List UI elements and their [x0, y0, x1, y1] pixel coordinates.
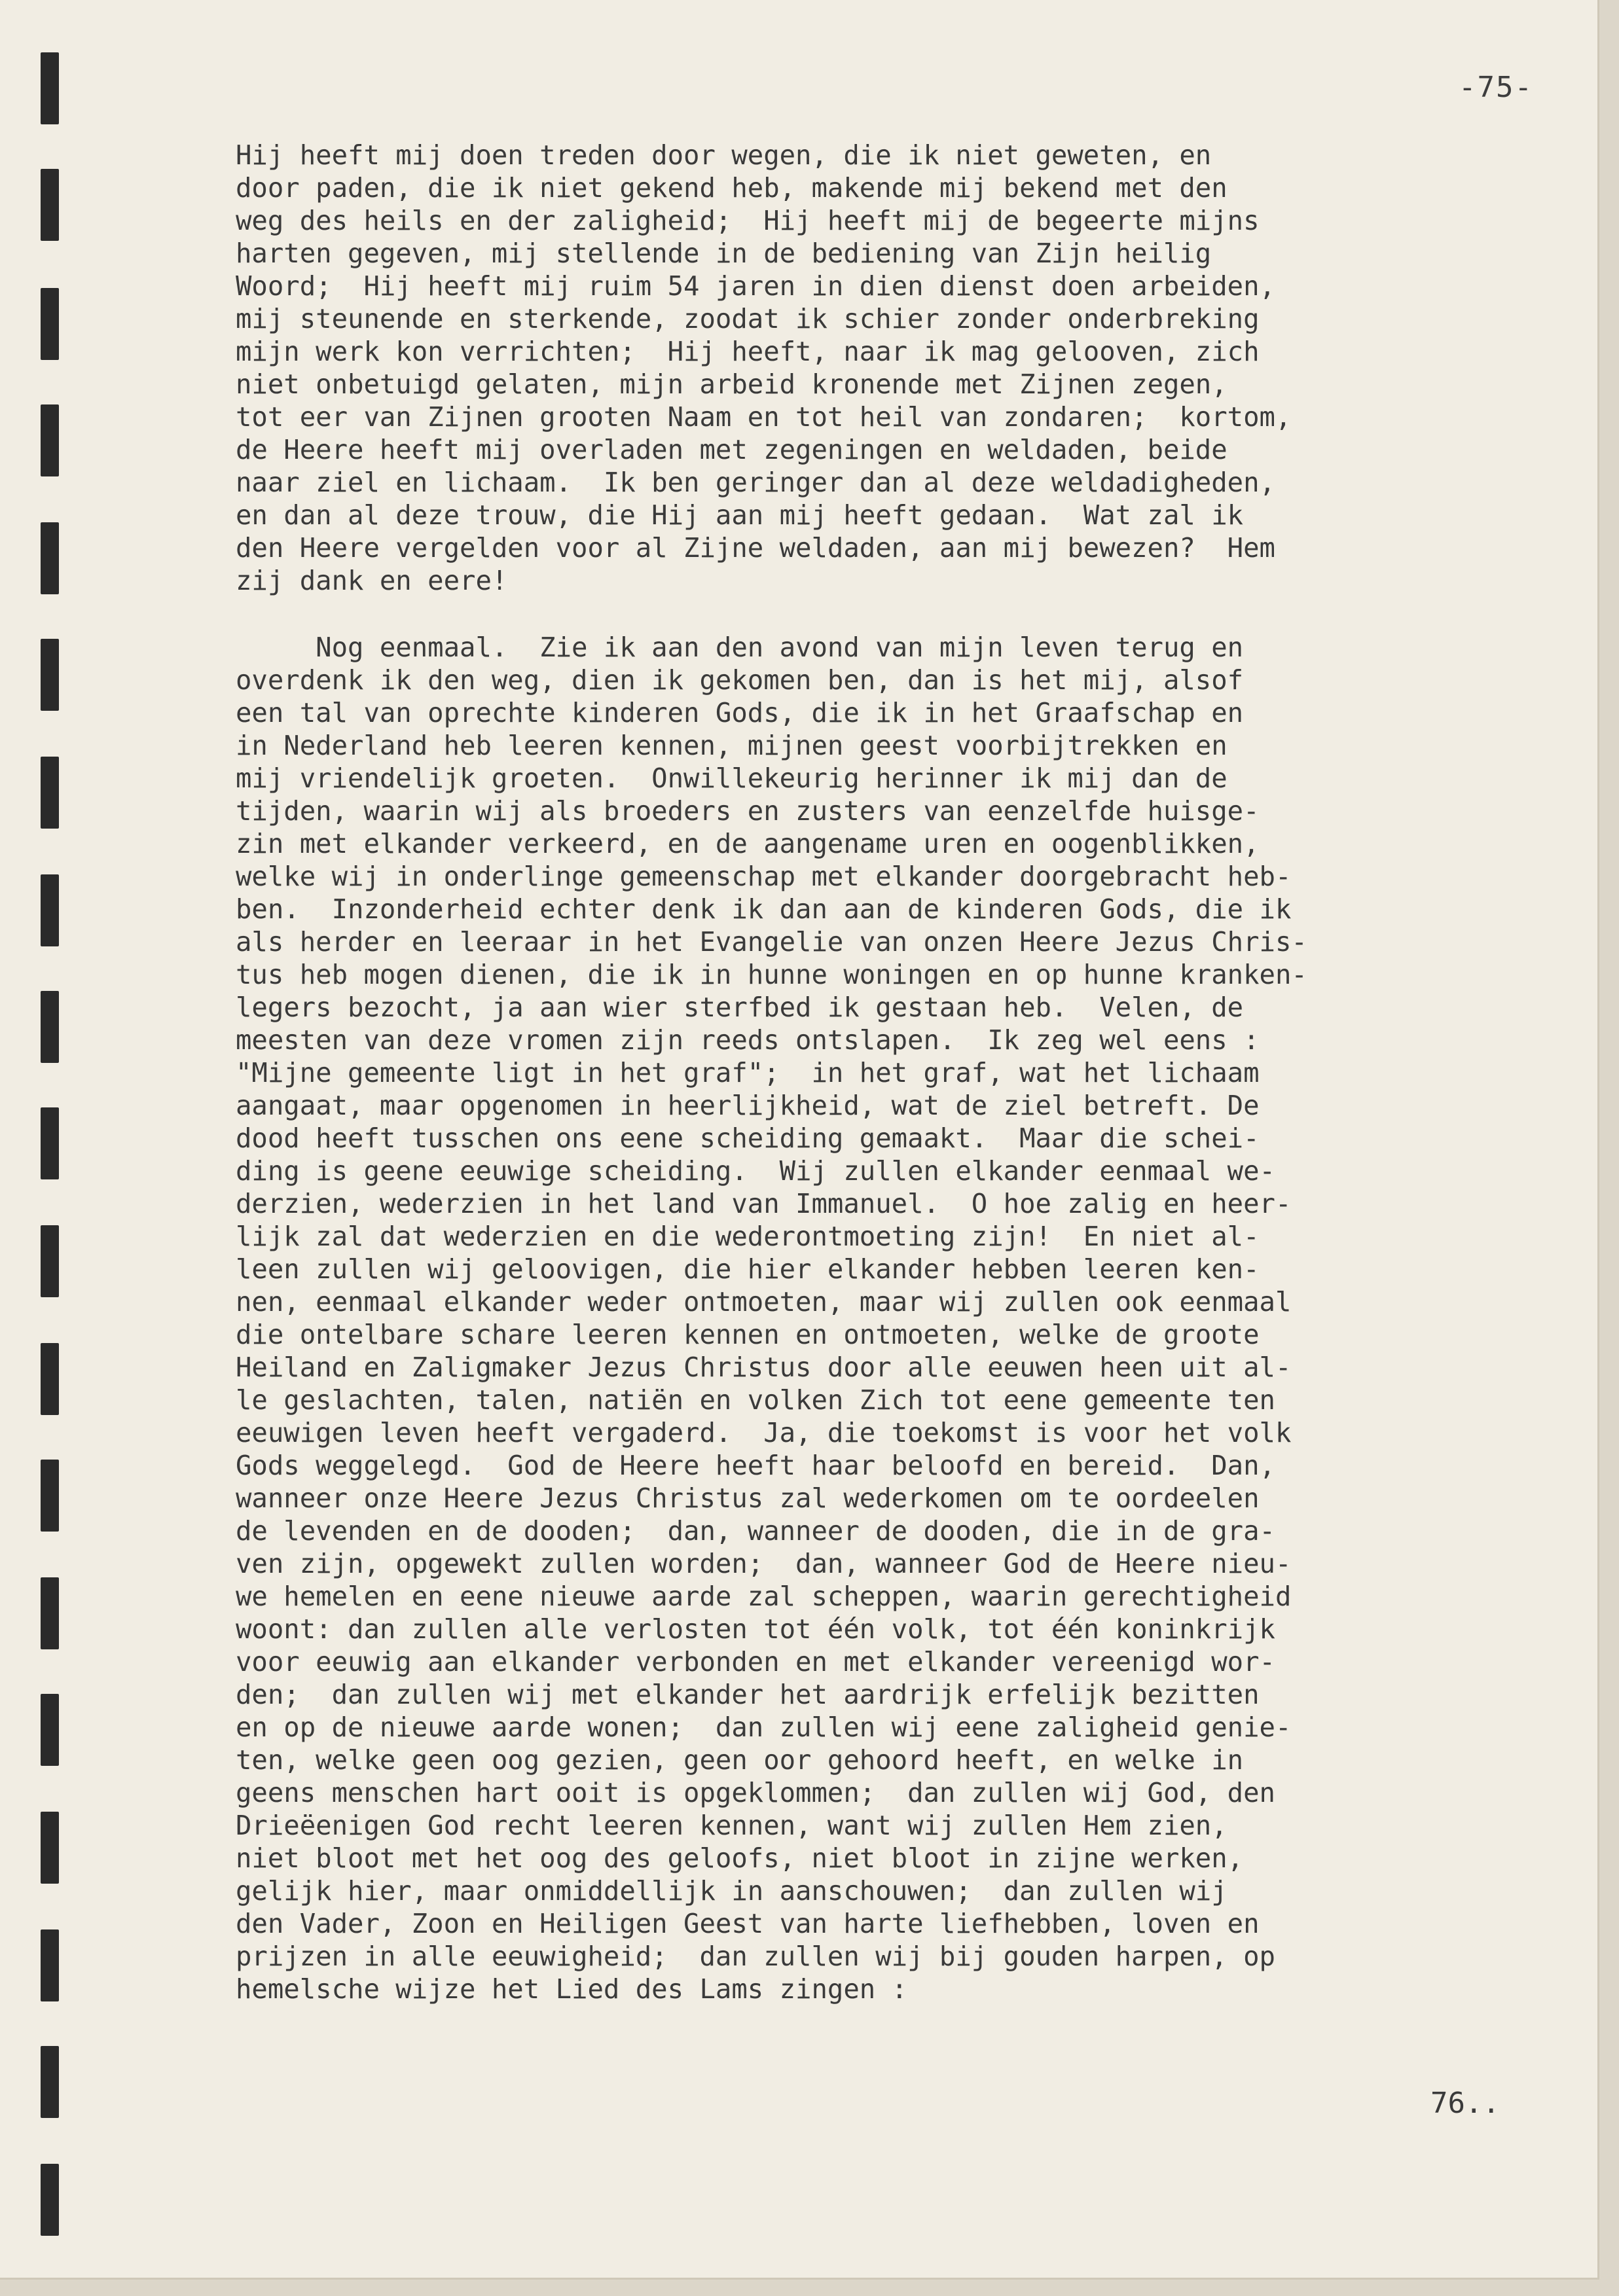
text-line: niet onbetuigd gelaten, mijn arbeid kronende met Zijnen zegen,: [236, 368, 1228, 400]
text-line: en op de nieuwe aarde wonen; dan zullen wij eene zaligheid genie-: [236, 1712, 1292, 1743]
binding-hole: [41, 1577, 59, 1649]
text-line: Drieëenigen God recht leeren kennen, want wij zullen Hem zien,: [236, 1810, 1228, 1841]
text-line: gelijk hier, maar onmiddellijk in aanschouwen; dan zullen wij: [236, 1875, 1228, 1907]
text-line: woont: dan zullen alle verlosten tot één volk, tot één koninkrijk: [236, 1613, 1275, 1645]
text-line: mij steunende en sterkende, zoodat ik schier zonder onderbreking: [236, 303, 1260, 334]
text-line: naar ziel en lichaam. Ik ben geringer dan al deze weldadigheden,: [236, 467, 1275, 498]
text-line: hemelsche wijze het Lied des Lams zingen :: [236, 1973, 908, 2005]
binding-hole: [41, 404, 59, 476]
text-line: in Nederland heb leeren kennen, mijnen geest voorbijtrekken en: [236, 730, 1228, 761]
page-number: -75-: [1459, 71, 1533, 104]
text-line: wanneer onze Heere Jezus Christus zal wederkomen om te oordeelen: [236, 1482, 1260, 1514]
text-line: de levenden en de dooden; dan, wanneer de dooden, die in de gra-: [236, 1515, 1275, 1547]
binding-hole: [41, 1460, 59, 1532]
text-line: welke wij in onderlinge gemeenschap met elkander doorgebracht heb-: [236, 861, 1292, 892]
text-line: leen zullen wij geloovigen, die hier elkander hebben leeren ken-: [236, 1253, 1260, 1285]
text-line: tus heb mogen dienen, die ik in hunne woningen en op hunne kranken-: [236, 959, 1307, 990]
text-line: tijden, waarin wij als broeders en zusters van eenzelfde huisge-: [236, 795, 1260, 827]
text-line: Nog eenmaal. Zie ik aan den avond van mijn leven terug en: [236, 632, 1244, 663]
text-line: geens menschen hart ooit is opgeklommen; dan zullen wij God, den: [236, 1777, 1275, 1808]
text-line: mij vriendelijk groeten. Onwillekeurig herinner ik mij dan de: [236, 762, 1228, 794]
text-line: den Heere vergelden voor al Zijne weldaden, aan mij bewezen? Hem: [236, 532, 1275, 564]
text-line: prijzen in alle eeuwigheid; dan zullen wij bij gouden harpen, op: [236, 1941, 1275, 1972]
text-line: den; dan zullen wij met elkander het aardrijk erfelijk bezitten: [236, 1679, 1260, 1710]
text-line: dood heeft tusschen ons eene scheiding gemaakt. Maar die schei-: [236, 1122, 1260, 1154]
text-line: meesten van deze vromen zijn reeds ontslapen. Ik zeg wel eens :: [236, 1024, 1260, 1056]
text-line: Woord; Hij heeft mij ruim 54 jaren in dien dienst doen arbeiden,: [236, 270, 1275, 302]
binding-hole: [41, 874, 59, 946]
text-line: le geslachten, talen, natiën en volken Zich tot eene gemeente ten: [236, 1384, 1275, 1416]
binding-hole: [41, 1343, 59, 1415]
text-line: voor eeuwig aan elkander verbonden en met elkander vereenigd wor-: [236, 1646, 1275, 1677]
binding-hole: [41, 522, 59, 594]
text-line: harten gegeven, mij stellende in de bediening van Zijn heilig: [236, 238, 1212, 269]
text-line: zij dank en eere!: [236, 565, 508, 596]
text-line: derzien, wederzien in het land van Immanuel. O hoe zalig en heer-: [236, 1188, 1292, 1219]
text-line: en dan al deze trouw, die Hij aan mij heeft gedaan. Wat zal ik: [236, 499, 1244, 531]
text-line: een tal van oprechte kinderen Gods, die ik in het Graafschap en: [236, 697, 1244, 728]
binding-hole: [41, 757, 59, 829]
text-line: ding is geene eeuwige scheiding. Wij zullen elkander eenmaal we-: [236, 1155, 1275, 1187]
text-line: zin met elkander verkeerd, en de aangename uren en oogenblikken,: [236, 828, 1260, 859]
binding-hole: [41, 1694, 59, 1766]
text-line: de Heere heeft mij overladen met zegeningen en weldaden, beide: [236, 434, 1228, 465]
binding-hole: [41, 52, 59, 124]
paragraph-gap: [236, 597, 1584, 631]
text-line: eeuwigen leven heeft vergaderd. Ja, die toekomst is voor het volk: [236, 1417, 1292, 1448]
text-line: lijk zal dat wederzien en die wederontmoeting zijn! En niet al-: [236, 1221, 1260, 1252]
text-line: tot eer van Zijnen grooten Naam en tot heil van zondaren; kortom,: [236, 401, 1292, 433]
binding-hole: [41, 288, 59, 360]
binding-hole: [41, 1812, 59, 1884]
binding-holes: [41, 0, 67, 2280]
text-line: overdenk ik den weg, dien ik gekomen ben, dan is het mij, alsof: [236, 664, 1244, 696]
text-line: Gods weggelegd. God de Heere heeft haar beloofd en bereid. Dan,: [236, 1450, 1275, 1481]
text-line: door paden, die ik niet gekend heb, makende mij bekend met den: [236, 172, 1228, 204]
binding-hole: [41, 169, 59, 241]
binding-hole: [41, 1107, 59, 1179]
catchword: 76..: [1430, 2087, 1500, 2120]
text-line: "Mijne gemeente ligt in het graf"; in het graf, wat het lichaam: [236, 1057, 1260, 1088]
body-text: [236, 139, 1584, 2005]
text-line: niet bloot met het oog des geloofs, niet bloot in zijne werken,: [236, 1842, 1244, 1874]
text-line: den Vader, Zoon en Heiligen Geest van harte liefhebben, loven en: [236, 1908, 1260, 1939]
text-line: Hij heeft mij doen treden door wegen, die ik niet geweten, en: [236, 139, 1212, 171]
binding-hole: [41, 639, 59, 711]
text-line: nen, eenmaal elkander weder ontmoeten, maar wij zullen ook eenmaal: [236, 1286, 1292, 1318]
text-line: mijn werk kon verrichten; Hij heeft, naar ik mag gelooven, zich: [236, 336, 1260, 367]
text-line: Heiland en Zaligmaker Jezus Christus door alle eeuwen heen uit al-: [236, 1352, 1292, 1383]
text-line: ten, welke geen oog gezien, geen oor gehoord heeft, en welke in: [236, 1744, 1244, 1776]
binding-hole: [41, 1225, 59, 1297]
text-line: ven zijn, opgewekt zullen worden; dan, wanneer God de Heere nieu-: [236, 1548, 1292, 1579]
text-line: legers bezocht, ja aan wier sterfbed ik gestaan heb. Velen, de: [236, 992, 1244, 1023]
binding-hole: [41, 2164, 59, 2236]
binding-hole: [41, 991, 59, 1063]
text-line: als herder en leeraar in het Evangelie van onzen Heere Jezus Chris-: [236, 926, 1307, 958]
binding-hole: [41, 2046, 59, 2118]
text-line: die ontelbare schare leeren kennen en ontmoeten, welke de groote: [236, 1319, 1260, 1350]
text-line: ben. Inzonderheid echter denk ik dan aan de kinderen Gods, die ik: [236, 893, 1292, 925]
text-line: weg des heils en der zaligheid; Hij heeft mij de begeerte mijns: [236, 205, 1260, 236]
paragraph: [236, 139, 1584, 597]
paragraph: [236, 631, 1584, 2005]
binding-hole: [41, 1929, 59, 2001]
text-line: we hemelen en eene nieuwe aarde zal scheppen, waarin gerechtigheid: [236, 1581, 1292, 1612]
text-line: aangaat, maar opgenomen in heerlijkheid, wat de ziel betreft. De: [236, 1090, 1260, 1121]
